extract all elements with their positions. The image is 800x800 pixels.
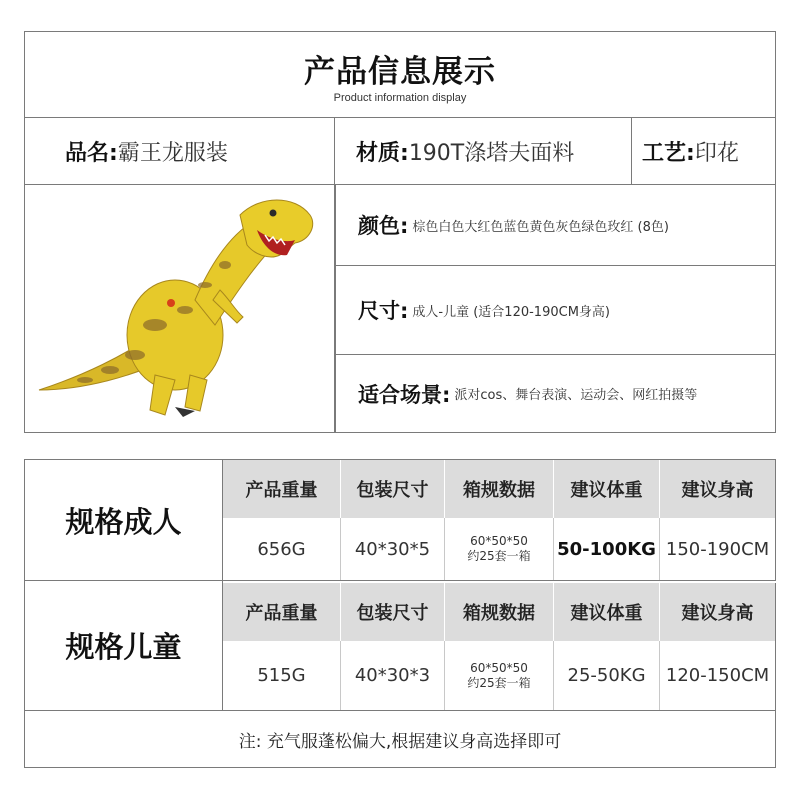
craft-label: 工艺: (642, 140, 695, 166)
title-section (24, 31, 776, 117)
adult-suggest-weight: 50-100KG (554, 518, 660, 580)
material-value: 190T涤塔夫面料 (408, 140, 575, 166)
child-suggest-weight: 25-50KG (554, 641, 660, 710)
child-spec-label: 规格儿童 (24, 581, 223, 710)
adult-spec-label: 规格成人 (24, 460, 223, 580)
adult-header-weight: 产品重量 (223, 460, 341, 518)
adult-header-suggest-weight: 建议体重 (554, 460, 660, 518)
adult-weight: 656G (223, 518, 341, 580)
size-row (335, 266, 776, 355)
size-label: 尺寸: (358, 299, 409, 323)
child-header-package: 包装尺寸 (341, 583, 445, 641)
scene-row (335, 355, 776, 433)
scene-value: 派对cos、舞台表演、运动会、网红拍摄等 (454, 388, 698, 403)
product-name-label: 品名: (65, 140, 118, 166)
adult-value-row (223, 518, 776, 580)
child-header-suggest-height: 建议身高 (660, 583, 775, 641)
color-label: 颜色: (358, 214, 409, 238)
child-header-suggest-weight: 建议体重 (554, 583, 660, 641)
craft-cell (631, 117, 776, 185)
child-suggest-height: 120-150CM (665, 665, 770, 686)
child-weight: 515G (223, 641, 341, 710)
adult-box (445, 518, 554, 580)
child-header-weight: 产品重量 (223, 583, 341, 641)
size-value: 成人-儿童 (适合120-190CM身高) (412, 304, 610, 320)
child-header-box: 箱规数据 (445, 583, 554, 641)
material-label: 材质: (356, 140, 409, 166)
child-value-row (223, 641, 776, 710)
child-box (445, 641, 554, 710)
adult-header-row (223, 460, 776, 518)
child-box-line1: 60*50*50 (470, 660, 528, 675)
page-title: 产品信息展示 (304, 54, 496, 90)
adult-box-line2: 约25套一箱 (467, 549, 531, 563)
child-box-line2: 约25套一箱 (467, 675, 531, 690)
craft-value: 印花 (694, 140, 739, 166)
size-note: 注: 充气服蓬松偏大,根据建议身高选择即可 (24, 710, 776, 768)
page-subtitle: Product information display (333, 92, 467, 104)
adult-header-suggest-height: 建议身高 (660, 460, 775, 518)
adult-suggest-height: 150-190CM (665, 538, 770, 560)
scene-label: 适合场景: (358, 382, 451, 407)
material-cell (334, 117, 632, 185)
color-value: 棕色白色大红色蓝色黄色灰色绿色玫红 (8色) (412, 219, 669, 235)
product-image-cell (24, 185, 335, 433)
product-name-cell (24, 117, 335, 185)
child-package: 40*30*3 (341, 641, 445, 710)
child-header-row (223, 583, 776, 641)
adult-box-line1: 60*50*50 (470, 534, 528, 548)
adult-package: 40*30*5 (341, 518, 445, 580)
adult-header-package: 包装尺寸 (341, 460, 445, 518)
color-row (335, 185, 776, 266)
adult-header-box: 箱规数据 (445, 460, 554, 518)
dinosaur-costume-image (25, 185, 334, 432)
product-name-value: 霸王龙服装 (117, 140, 228, 166)
